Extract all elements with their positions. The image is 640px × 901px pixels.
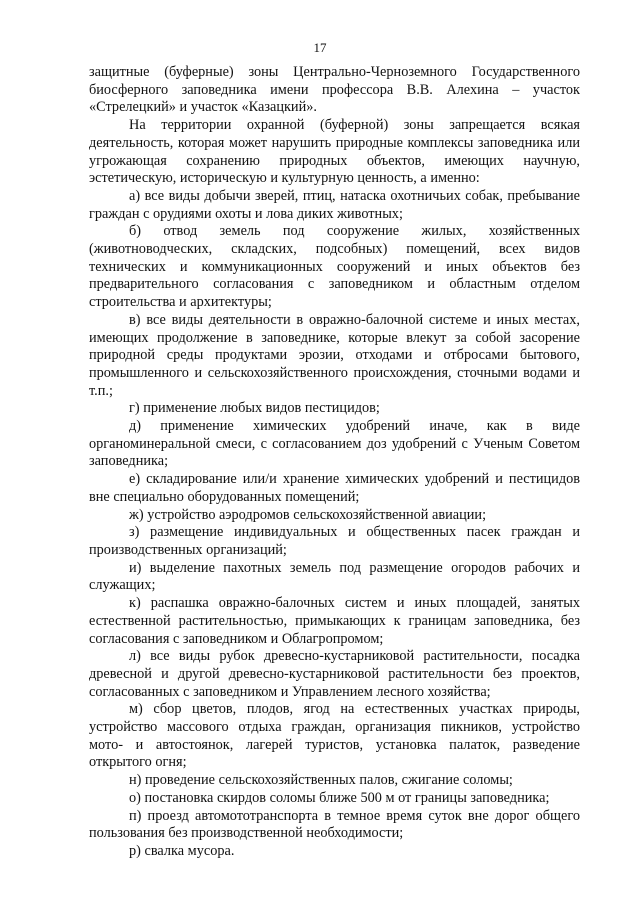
list-item-k: к) распашка овражно-балочных систем и иных площадей, занятых естественной растительностью, примыкающих к границам заповедника, без согласования с заповедником и Облагропромом; xyxy=(89,595,580,647)
list-item-a: а) все виды добычи зверей, птиц, натаска охотничьих собак, пребывание граждан с орудиями охоты и лова диких животных; xyxy=(89,187,580,222)
list-item-g: г) применение любых видов пестицидов; xyxy=(129,400,380,417)
list-item-m: м) сбор цветов, плодов, ягод на естественных участках природы, устройство массового отдыха граждан, организация пикников, устройство мото- и автостоянок, лагерей туристов, установка палаток, разведение открытого огня; xyxy=(89,701,580,771)
list-item-d: д) применение химических удобрений иначе, как в виде органоминеральной смеси, с согласованием доз удобрений с Ученым Советом заповедника; xyxy=(89,418,580,470)
list-item-o: о) постановка скирдов соломы ближе 500 м от границы заповедника; xyxy=(129,789,550,806)
list-item-r: р) свалка мусора. xyxy=(129,842,235,859)
paragraph-intro: защитные (буферные) зоны Центрально-Черноземного Государственного биосферного заповедника имени профессора В.В. Алехина – участок «Стрелецкий» и участок «Казацкий». xyxy=(89,64,580,116)
page-number: 17 xyxy=(313,40,327,55)
list-item-v: в) все виды деятельности в овражно-балочной системе и иных местах, имеющих продолжение в заповеднике, которые влекут за собой засорение природной среды продуктами эрозии, отходами и отбросами бытового, промышленного и сельскохозяйственного происхождения, сточными водами и т.п.; xyxy=(89,311,580,399)
list-item-zh: ж) устройство аэродромов сельскохозяйственной авиации; xyxy=(129,506,487,523)
list-item-z: з) размещение индивидуальных и общественных пасек граждан и производственных организаций; xyxy=(89,524,580,558)
list-item-l: л) все виды рубок древесно-кустарниковой растительности, посадка древесной и другой древесно-кустарниковой растительности без проектов, согласованных с заповедником и Управлением лесного хозяйства; xyxy=(89,648,580,700)
body-text xyxy=(89,64,580,861)
list-item-n: н) проведение сельскохозяйственных палов, сжигание соломы; xyxy=(129,772,513,789)
list-item-e: е) складирование или/и хранение химических удобрений и пестицидов вне специально оборудованных помещений; xyxy=(89,471,580,505)
list-item-i: и) выделение пахотных земель под размещение огородов рабочих и служащих; xyxy=(89,559,580,594)
paragraph-prohibition-statement: На территории охранной (буферной) зоны запрещается всякая деятельность, которая может нарушить природные комплексы заповедника или угрожающая сохранению природных объектов, имеющих научную, эстетическую, историческую и культурную ценность, а именно: xyxy=(89,117,580,187)
list-item-b: б) отвод земель под сооружение жилых, хозяйственных (животноводческих, складских, подсобных) помещений, всех видов технических и коммуникационных сооружений и иных объектов без предварительного согласования с заповедником и областным отделом строительства и архитектуры; xyxy=(89,223,580,311)
list-item-p: п) проезд автомототранспорта в темное время суток вне дорог общего пользования без производственной необходимости; xyxy=(89,807,580,842)
